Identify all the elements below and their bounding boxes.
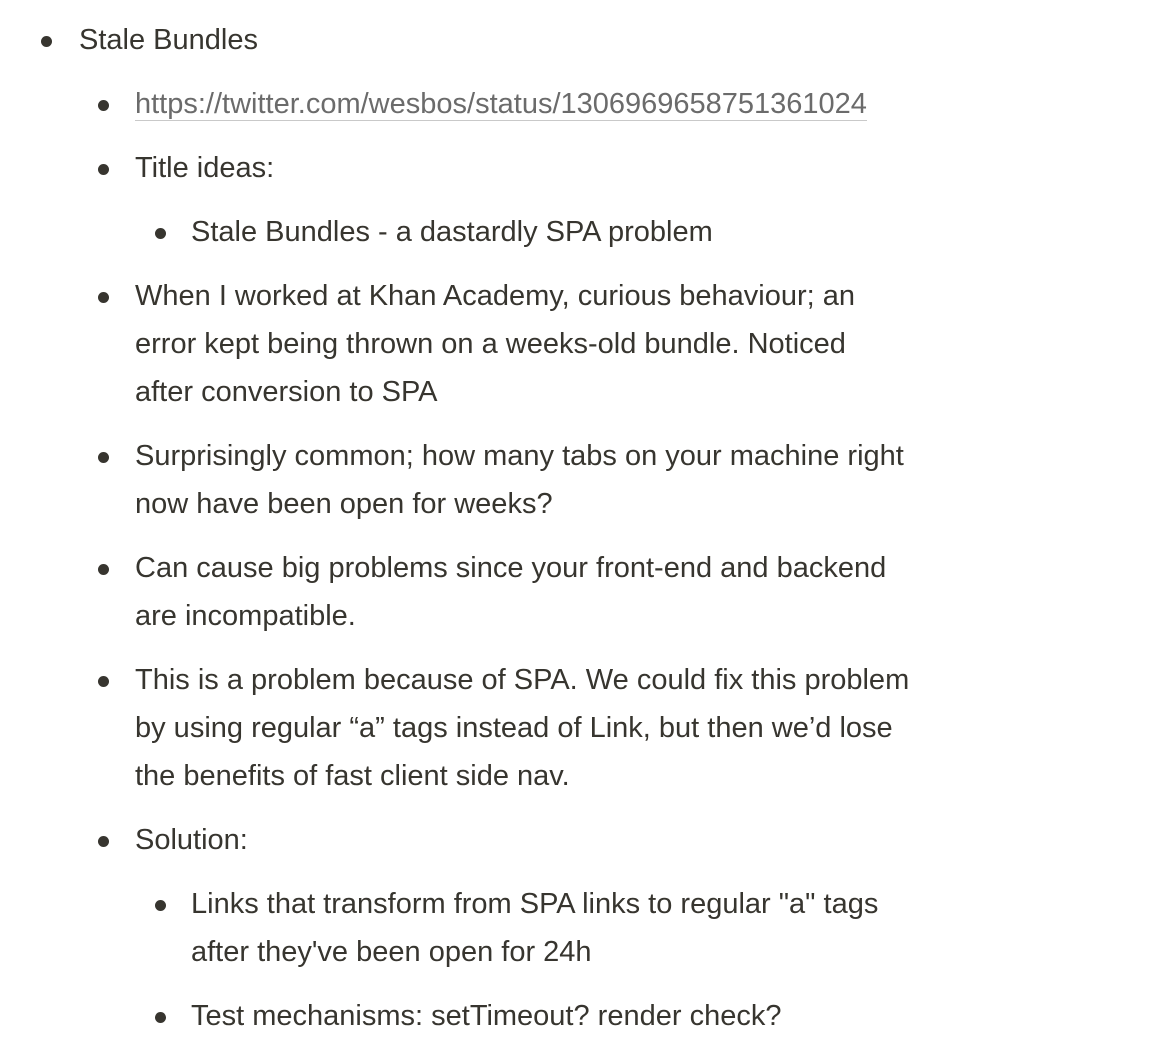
list-item-surprisingly-common (135, 432, 904, 528)
list-item-title-idea-1 (191, 208, 713, 256)
list-item-line: by using regular “a” tags instead of Link, but then we’d lose (135, 712, 893, 744)
list-item-text: Stale Bundles - a dastardly SPA problem (191, 216, 713, 248)
list-item-line: after conversion to SPA (135, 376, 438, 408)
list-item-line: error kept being thrown on a weeks-old bundle. Noticed (135, 328, 846, 360)
list-item-khan-academy (135, 272, 855, 416)
list-item-line: When I worked at Khan Academy, curious behaviour; an (135, 280, 856, 312)
bullet (155, 1012, 166, 1023)
list-item-line: Links that transform from SPA links to regular "a" tags (191, 888, 879, 920)
bullet (98, 836, 109, 847)
bullet (98, 564, 109, 575)
bullet (98, 676, 109, 687)
tweet-link[interactable]: https://twitter.com/wesbos/status/1306969658751361024 (135, 88, 867, 120)
list-item-line: Surprisingly common; how many tabs on your machine right (135, 440, 904, 472)
list-item-line: This is a problem because of SPA. We could fix this problem (135, 664, 910, 696)
list-item-solution-links (191, 880, 878, 976)
list-item-text: Stale Bundles (79, 24, 258, 56)
list-item-line: Can cause big problems since your front-end and backend (135, 552, 887, 584)
list-item-line: the benefits of fast client side nav. (135, 760, 570, 792)
list-item-text: Test mechanisms: setTimeout? render check? (191, 1000, 782, 1032)
list-item-line: now have been open for weeks? (135, 488, 553, 520)
bullet (98, 452, 109, 463)
list-item-spa-problem (135, 656, 909, 800)
bullet (98, 292, 109, 303)
list-item-line: are incompatible. (135, 600, 356, 632)
bullet (98, 164, 109, 175)
list-item-big-problems (135, 544, 886, 640)
list-item-text: Solution: (135, 824, 248, 856)
bullet (98, 100, 109, 111)
bullet (41, 36, 52, 47)
list-item-line: after they've been open for 24h (191, 936, 592, 968)
bullet (155, 900, 166, 911)
list-item-solution (135, 816, 248, 864)
list-item-text: Title ideas: (135, 152, 275, 184)
list-item-tweet-link (135, 80, 867, 128)
bullet (155, 228, 166, 239)
list-item-stale-bundles (79, 16, 258, 64)
list-item-title-ideas (135, 144, 274, 192)
list-item-test-mechanisms (191, 992, 781, 1040)
